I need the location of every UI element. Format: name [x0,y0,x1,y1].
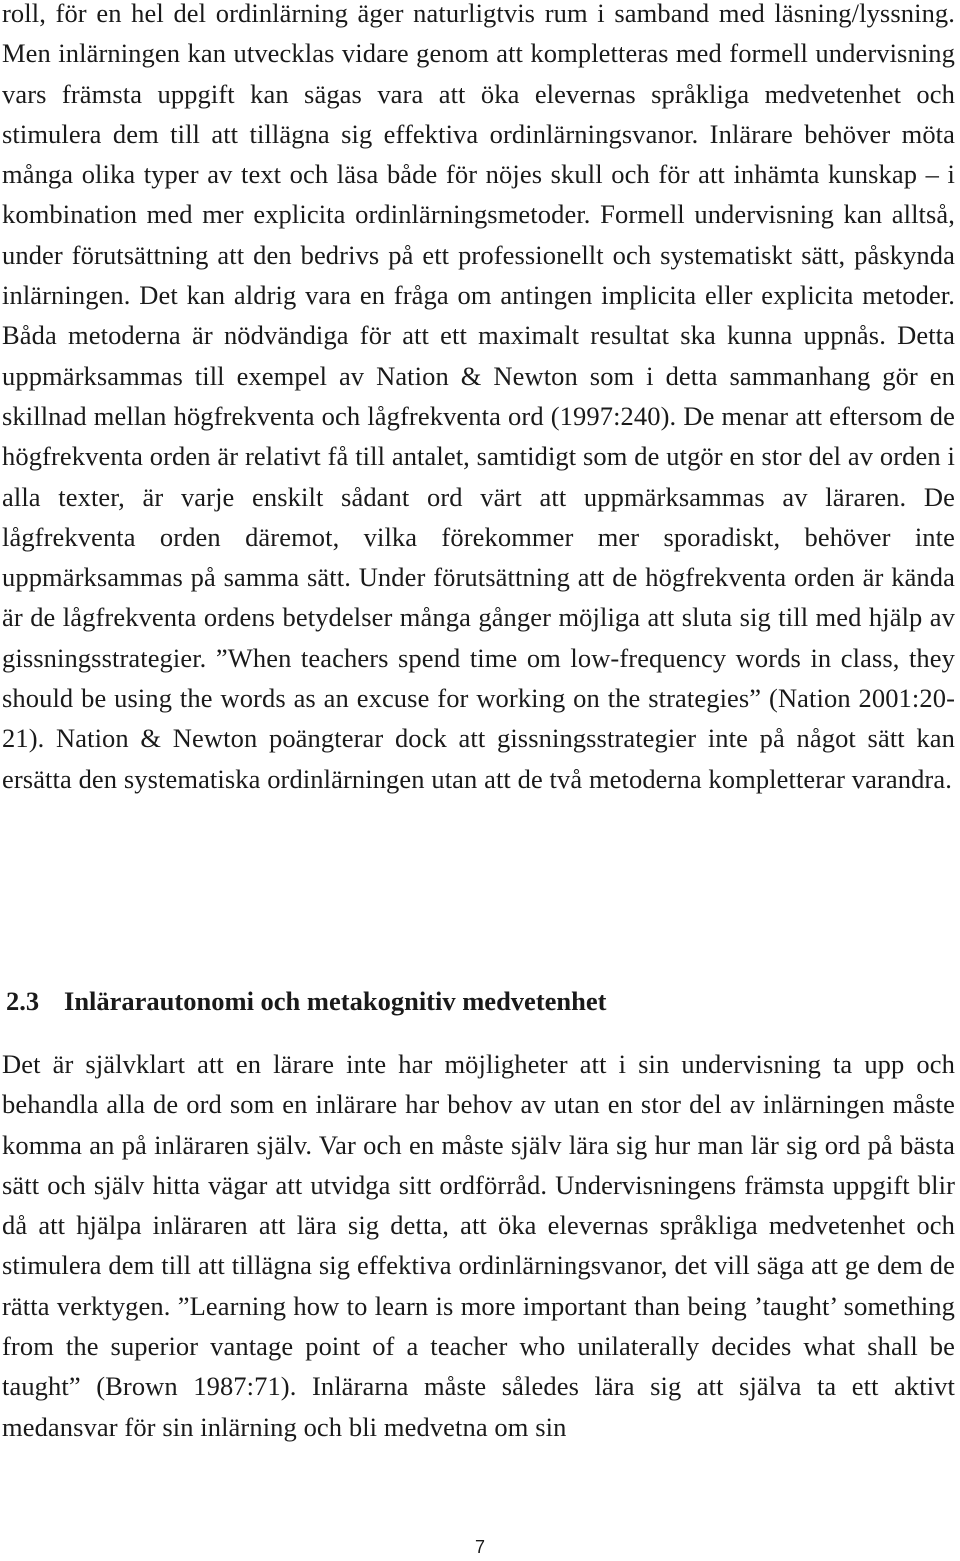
section-title: Inlärarautonomi och metakognitiv medvetenhet [64,986,607,1016]
section-heading [6,981,606,1021]
body-paragraph-bottom: Det är självklart att en lärare inte har möjligheter att i sin undervisning ta upp och behandla alla de ord som en inlärare har behov av utan en stor del av inlärningen måste komma an på inläraren själv. Var och en måste själv lära sig hur man lär sig ord på bästa sätt och själv hitta vägar att utvidga sitt ordförråd. Undervisningens främsta uppgift blir då att hjälpa inläraren att lära sig detta, att öka elevernas språkliga medvetenhet och stimulera dem till att tillägna sig effektiva ordinlärningsvanor, det vill säga att ge dem de rätta verktygen. ”Learning how to learn is more important than being ’taught’ something from the superior vantage point of a teacher who unilaterally decides what shall be taught” (Brown 1987:71). Inlärarna måste således lära sig att själva ta ett aktivt medansvar för sin inlärning och bli medvetna om sin [2,1049,955,1442]
page-number: 7 [474,1537,485,1557]
section-number: 2.3 [6,986,40,1016]
body-paragraph-top: roll, för en hel del ordinlärning äger naturligtvis rum i samband med läsning/lyssning. Men inlärningen kan utvecklas vidare genom att kompletteras med formell undervisning vars främsta uppgift kan sägas vara att öka elevernas språkliga medvetenhet och stimulera dem till att tillägna sig effektiva ordinlärningsvanor. Inlärare behöver möta många olika typer av text och läsa både för nöjes skull och för att inhämta kunskap – i kombination med mer explicita ordinlärningsmetoder. Formell undervisning kan alltså, under förutsättning att den bedrivs på ett professionellt och systematiskt sätt, påskynda inlärningen. Det kan aldrig vara en fråga om antingen implicita eller explicita metoder. Båda metoderna är nödvändiga för att ett maximalt resultat ska kunna uppnås. Detta uppmärksammas till exempel av Nation & Newton som i detta sammanhang gör en skillnad mellan högfrekventa och lågfrekventa ord (1997:240). De menar att eftersom de högfrekventa orden är relativt få till antalet, samtidigt som de utgör en stor del av orden i alla texter, är varje enskilt sådant ord värt att uppmärksammas av läraren. De lågfrekventa orden däremot, vilka förekommer mer sporadiskt, behöver inte uppmärksammas på samma sätt. Under förutsättning att de högfrekventa orden är kända är de lågfrekventa ordens betydelser många gånger möjliga att sluta sig till med hjälp av gissningsstrategier. ”When teachers spend time om low-frequency words in class, they should be using the words as an excuse for working on the strategies” (Nation 2001:20-21). Nation & Newton poängterar dock att gissningsstrategier inte på något sätt kan ersätta den systematiska ordinlärningen utan att de två metoderna kompletterar varandra. [2,0,955,794]
